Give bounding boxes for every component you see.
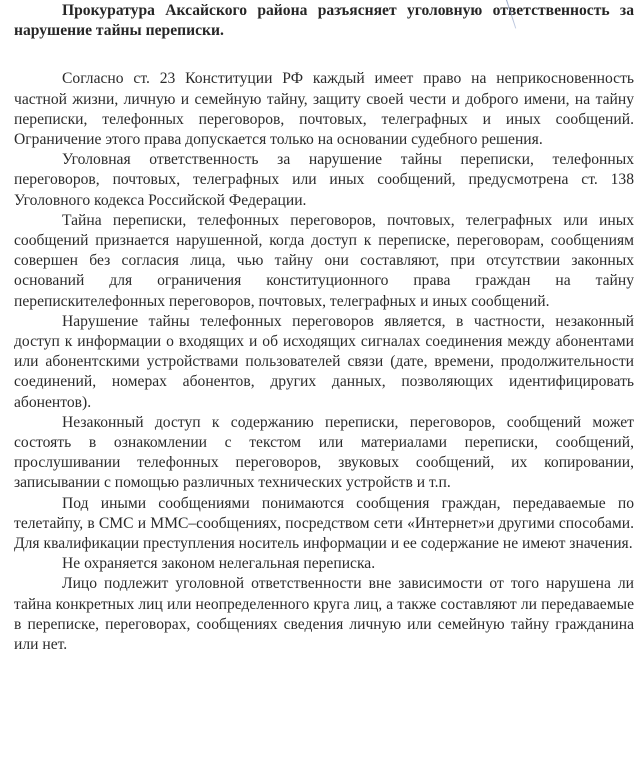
title-spacer [14,41,634,69]
paragraph-other-messages: Под иными сообщениями понимаются сообщения граждан, передаваемые по телетайпу, в СМС и ММС–сообщениях, посредством сети «Интернет»и другими способами. Для квалификации преступления носитель информации и ее содержание не имеют значения. [14,494,634,553]
paragraph-secrecy-violation: Тайна переписки, телефонных переговоров, почтовых, телеграфных или иных сообщений признается нарушенной, когда доступ к переписке, переговорам, сообщениям совершен без согласия лица, чью тайну они составляют, при отсутствии законных оснований для ограничения конституционного права граждан на тайну перепискителефонных переговоров, почтовых, телеграфных и иных сообщений. [14,211,634,310]
paragraph-liability-scope: Лицо подлежит уголовной ответственности вне зависимости от того нарушена ли тайна конкретных лиц или неопределенного круга лиц, а также составляют ли передаваемые в переписке, переговорах, сообщениях сведения личную или семейную тайну гражданина или нет. [14,575,634,654]
document-title: Прокуратура Аксайского района разъясняет уголовную ответственность за нарушение тайны переписки. [14,2,634,40]
paragraph-phone-violation: Нарушение тайны телефонных переговоров является, в частности, незаконный доступ к информации о входящих и об исходящих сигналах соединения между абонентами или абонентскими устройствами пользователей связи (дате, времени, продолжительности соединений, номерах абонентов, других данных, позволяющих идентифицировать абонентов). [14,312,634,411]
paragraph-constitution: Согласно ст. 23 Конституции РФ каждый имеет право на неприкосновенность частной жизни, личную и семейную тайну, защиту своей чести и доброго имени, на тайну переписки, телефонных переговоров, почтовых, телеграфных и иных сообщений. Ограничение этого права допускается только на основании судебного решения. [14,70,634,149]
paragraph-illegal-access: Незаконный доступ к содержанию переписки, переговоров, сообщений может состоять в ознакомлении с текстом или материалами переписки, сообщений, прослушивании телефонных переговоров, звуковых сообщений, их копировании, записывании с помощью различных технических устройств и т.п. [14,413,634,492]
paragraph-illegal-correspondence: Не охраняется законом нелегальная переписка. [62,555,376,573]
paragraph-criminal-liability: Уголовная ответственность за нарушение тайны переписки, телефонных переговоров, почтовых, телеграфных или иных сообщений, предусмотрена ст. 138 Уголовного кодекса Российской Федерации. [14,151,634,209]
